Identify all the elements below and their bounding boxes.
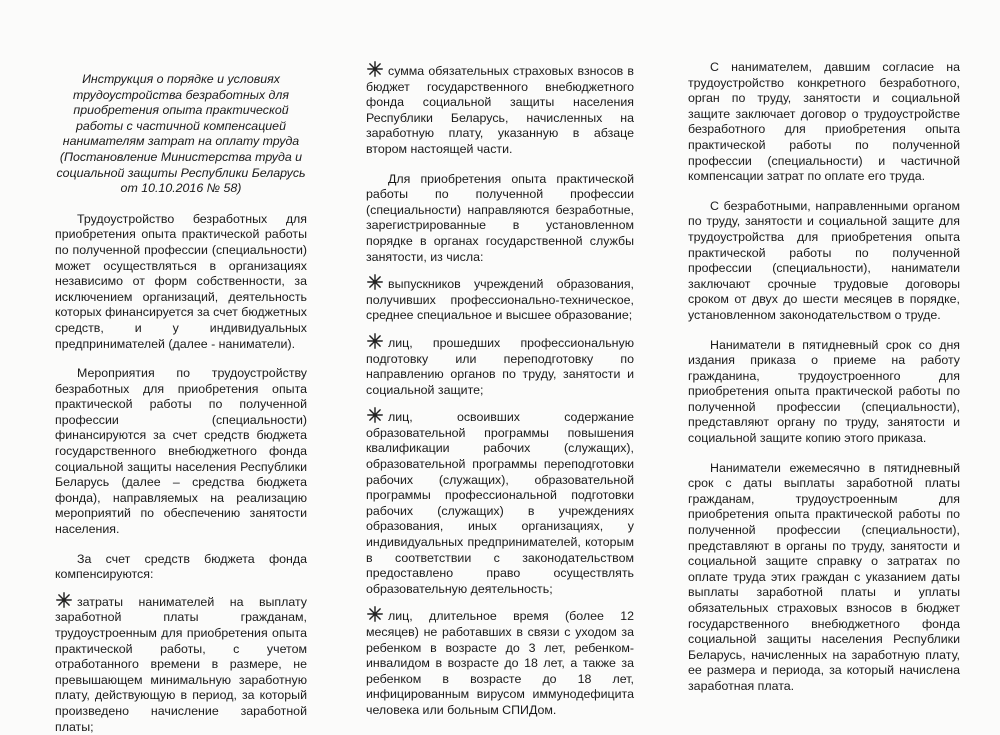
- bullet-text: выпускников учреждений образования, получивших профессионально-техническое, среднее специальное и высшее образование;: [366, 277, 634, 323]
- column-middle: [366, 60, 634, 719]
- bullet-item: [366, 60, 634, 158]
- paragraph: Мероприятия по трудоустройству безработных для приобретения опыта практической работы по полученной профессии (специальности) финансируются за счет средств бюджета государственного внебюджетного фонда социальной защиты населения Республики Беларусь (далее – средства бюджета фонда), направляемых на реализацию мероприятий по обеспечению занятости населения.: [55, 366, 307, 537]
- asterisk-bullet-icon: [366, 60, 384, 78]
- document-title: Инструкция о порядке и условиях трудоустройства безработных для приобретения опыта практической работы с частичной компенсацией нанимателям затрат на оплату труда (Постановление Министерства труда и социальной защиты Республики Беларусь от 10.10.2016 № 58): [56, 72, 306, 196]
- column-right: [688, 60, 960, 695]
- paragraph: Для приобретения опыта практической работы по полученной профессии (специальности) направляются безработные, зарегистрированные в установленном порядке в органах государственной службы занятости, из числа:: [366, 171, 634, 264]
- paragraph: Наниматели в пятидневный срок со дня издания приказа о приеме на работу гражданина, трудоустроенного для приобретения опыта практической работы по полученной профессии (специальности), представляют органу по труду, занятости и социальной защите копию этого приказа.: [688, 337, 960, 446]
- asterisk-bullet-icon: [55, 591, 73, 609]
- paragraph: С нанимателем, давшим согласие на трудоустройство конкретного безработного, орган по труду, занятости и социальной защите заключает договор о трудоустройстве безработного для приобретения опыта практической работы по полученной профессии (специальности) и частичной компенсации затрат по оплате его труда.: [688, 60, 960, 184]
- asterisk-bullet-icon: [366, 605, 384, 623]
- bullet-item: [366, 406, 634, 597]
- bullet-text: лиц, освоивших содержание образовательной программы повышения квалификации рабочих (служащих), образовательной программы переподготовки рабочих (служащих), образовательной программы профессиональной подготовки рабочих (служащих) в учреждениях образования, иных организациях, у индивидуальных предпринимателей, которым в соответствии с законодательством предоставлено право осуществлять образовательную деятельность;: [366, 410, 634, 596]
- bullet-text: затраты нанимателей на выплату заработной платы гражданам, трудоустроенным для приобретения опыта практической работы, с учетом отработанного времени в размере, не превышающем минимальную заработную плату, действующую в период, за который произведено начисление заработной платы;: [55, 594, 307, 734]
- paragraph: Наниматели ежемесячно в пятидневный срок с даты выплаты заработной платы гражданам, трудоустроенным для приобретения опыта практической работы по полученной профессии (специальности), представляют в органы по труду, занятости и социальной защите справку о затратах по оплате труда этих граждан с указанием даты выплаты заработной платы и уплаты обязательных страховых взносов в бюджет государственного внебюджетного фонда социальной защиты населения Республики Беларусь, начисленных на заработную плату, ее размера и периода, за который начислена заработная плата.: [688, 460, 960, 693]
- paragraph: С безработными, направленными органом по труду, занятости и социальной защите для трудоустройства для приобретения опыта практической работы по полученной профессии (специальности), наниматели заключают срочные трудовые договоры сроком от двух до шести месяцев в порядке, установленном законодательством о труде.: [688, 198, 960, 322]
- asterisk-bullet-icon: [366, 273, 384, 291]
- bullet-item: [366, 332, 634, 398]
- paragraph: За счет средств бюджета фонда компенсируются:: [55, 551, 307, 582]
- bullet-item: [55, 591, 307, 735]
- bullet-text: лиц, длительное время (более 12 месяцев) не работавших в связи с уходом за ребенком в возрасте до 3 лет, ребенком-инвалидом в возрасте до 18 лет, а также за ребенком в возрасте до 18 лет, инфицированным вирусом иммунодефицита человека или больным СПИДом.: [366, 609, 634, 717]
- bullet-item: [366, 605, 634, 718]
- bullet-text: лиц, прошедших профессиональную подготовку или переподготовку по направлению органов по труду, занятости и социальной защите;: [366, 335, 634, 397]
- bullet-item: [366, 273, 634, 324]
- bullet-text: сумма обязательных страховых взносов в бюджет государственного внебюджетного фонда социальной защиты населения Республики Беларусь, начисленных на заработную плату, указанную в абзаце втором настоящей части.: [366, 64, 634, 156]
- paragraph: Трудоустройство безработных для приобретения опыта практической работы по полученной профессии (специальности) может осуществляться в организациях независимо от форм собственности, за исключением организаций, деятельность которых финансируется за счет бюджетных средств, и у индивидуальных предпринимателей (далее - наниматели).: [55, 211, 307, 351]
- asterisk-bullet-icon: [366, 332, 384, 350]
- asterisk-bullet-icon: [366, 406, 384, 424]
- column-left: [55, 60, 307, 735]
